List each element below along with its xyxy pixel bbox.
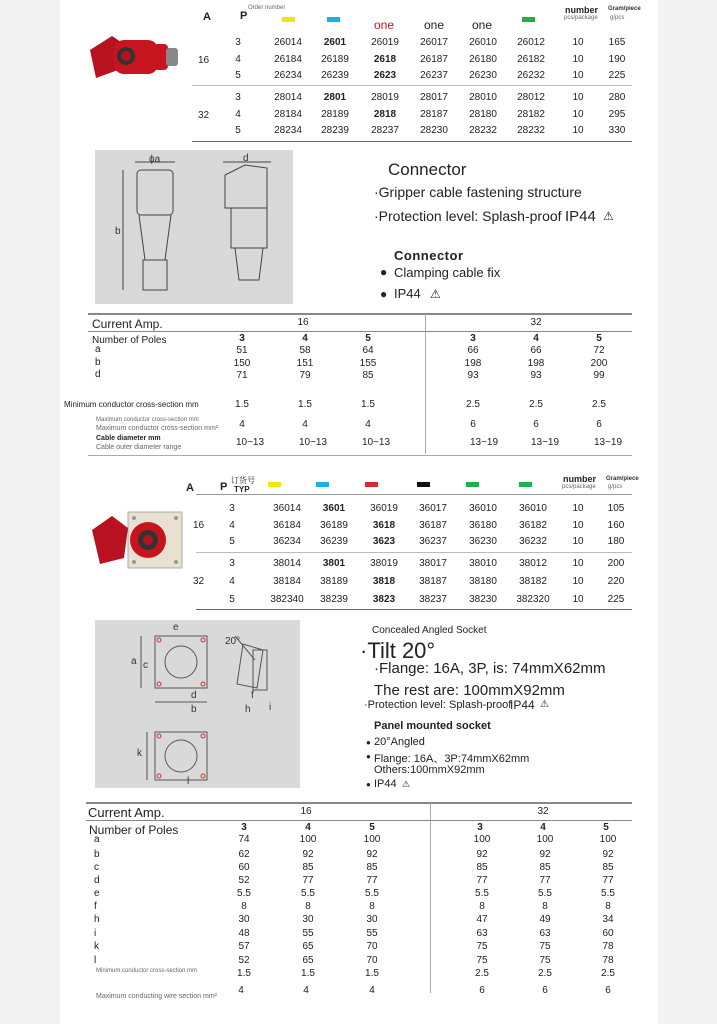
- socket-rest: The rest are: 100mmX92mm: [374, 682, 565, 699]
- connector-drawing-svg: [95, 150, 293, 304]
- dim-cell: 75: [539, 941, 551, 952]
- dim-cell: 8: [241, 901, 247, 912]
- connector-title: Connector: [388, 160, 467, 179]
- dim-cell: 92: [602, 849, 614, 860]
- dim-cell: 92: [539, 849, 551, 860]
- dim-cell: 8: [369, 901, 375, 912]
- dim-cell: 8: [605, 901, 611, 912]
- dim-row-label: d: [94, 875, 100, 886]
- amp-32-label: 32: [198, 110, 210, 121]
- dim-divider: [430, 803, 431, 993]
- socket-title: Concealed Angled Socket: [372, 625, 487, 636]
- dim-cell: 100: [363, 834, 381, 845]
- dim-cell: 5.5: [601, 888, 615, 899]
- dim-label-e: e: [173, 622, 179, 633]
- dim-cell: 85: [302, 862, 314, 873]
- dim-row-label: f: [94, 901, 97, 912]
- table-bottom-rule: [196, 609, 632, 610]
- dim-cell: 52: [238, 875, 250, 886]
- header-one-red: one: [374, 18, 395, 32]
- dim-row-label: i: [94, 928, 97, 939]
- red-color-swatch: [365, 482, 378, 487]
- dim-cell: 77: [476, 875, 488, 886]
- dim-cell: 85: [476, 862, 488, 873]
- header-pcs-package: pcs/package: [564, 15, 598, 21]
- connector-feature-1: ·Gripper cable fastening structure: [374, 184, 582, 200]
- header-poles: P: [240, 10, 248, 22]
- dim-bottom-rule: [88, 455, 632, 456]
- dim-cell: 70: [366, 941, 378, 952]
- blue-color-swatch: [327, 17, 340, 22]
- max-conductor-label-b: Maximum conductor cross-section mm²: [96, 425, 219, 432]
- socket-ip-rating: IP44: [510, 698, 535, 712]
- dim-cell: 85: [366, 862, 378, 873]
- table-bottom-rule: [192, 141, 632, 142]
- yellow-color-swatch: [282, 17, 295, 22]
- dim-cell: 85: [539, 862, 551, 873]
- warning-icon: ⚠: [430, 287, 441, 301]
- dim-label-h: h: [245, 704, 251, 715]
- dim-header-rule: [88, 331, 632, 332]
- socket-product-image: [88, 500, 188, 580]
- dim-cell: 92: [302, 849, 314, 860]
- dim-header-rule: [86, 820, 632, 821]
- socket-tilt: ·Tilt 20°: [360, 638, 436, 663]
- dim-cell: 47: [476, 914, 488, 925]
- amp-32-label: 32: [193, 576, 205, 587]
- blue-color-swatch: [316, 482, 329, 487]
- dim-cell: 70: [366, 955, 378, 966]
- dim-cell: 55: [302, 928, 314, 939]
- dim-cell: 34: [602, 914, 614, 925]
- dim-cell: 75: [539, 955, 551, 966]
- dim-label-b: b: [115, 226, 121, 237]
- dim-cell: 85: [602, 862, 614, 873]
- warning-icon: ⚠: [603, 209, 614, 223]
- dim-label-c: c: [143, 660, 148, 671]
- dim-cell: 52: [238, 955, 250, 966]
- dim-row-label: c: [94, 862, 99, 873]
- green-color-swatch: [519, 482, 532, 487]
- right-margin: [658, 0, 717, 1024]
- dim-cell: 5.5: [475, 888, 489, 899]
- socket-technical-drawing: [95, 620, 300, 788]
- socket-header-rule: [196, 494, 632, 495]
- dim-cell: 5.5: [538, 888, 552, 899]
- connector-title-2: Connector: [394, 248, 464, 263]
- green-color-swatch: [466, 482, 479, 487]
- poles-label: Number of Poles: [89, 823, 179, 837]
- dim-row-label: b: [94, 849, 100, 860]
- dim-cell: 30: [302, 914, 314, 925]
- warning-icon: ⚠: [402, 779, 411, 789]
- dim-cell: 92: [366, 849, 378, 860]
- dim-row-label: h: [94, 914, 100, 925]
- dim-cell: 77: [366, 875, 378, 886]
- dim-cell: 30: [366, 914, 378, 925]
- bullet-icon: ●: [366, 738, 371, 747]
- dim-cell: 8: [305, 901, 311, 912]
- dim-cell: 78: [602, 955, 614, 966]
- dim-label-a: ϕa: [149, 154, 161, 165]
- connector-bullet-1: Clamping cable fix: [394, 265, 501, 280]
- header-gram-piece: Gram/piece: [608, 6, 641, 12]
- header-order-number: 订货号: [231, 476, 255, 485]
- dim-cell: 5.5: [365, 888, 379, 899]
- bullet-icon: ●: [380, 287, 388, 301]
- header-number: number: [565, 5, 599, 15]
- dim-cell: 8: [479, 901, 485, 912]
- cable-diameter-label: Cable diameter mm: [96, 435, 161, 442]
- amp-32-header: 32: [530, 317, 542, 328]
- header-amp: A: [203, 11, 211, 23]
- dim-cell: 77: [302, 875, 314, 886]
- dim-cell: 57: [238, 941, 250, 952]
- dim-label-angle: 20°: [225, 636, 241, 647]
- dim-cell: 60: [602, 928, 614, 939]
- connector-ip-rating: IP44: [565, 208, 596, 225]
- bullet-icon: ●: [366, 780, 371, 789]
- socket-flange: ·Flange: 16A, 3P, is: 74mmX62mm: [374, 660, 606, 677]
- header-one-green: one: [472, 18, 493, 32]
- header-order-number: Order number: [248, 5, 286, 11]
- dim-label-k: k: [137, 748, 142, 759]
- dim-cell: 100: [536, 834, 554, 845]
- header-typ: TYP: [234, 485, 250, 494]
- dim-cell: 92: [476, 849, 488, 860]
- dim-cell: 65: [302, 955, 314, 966]
- connector-bullet-2: IP44: [394, 286, 421, 301]
- amp-16-label: 16: [193, 520, 205, 531]
- dim-cell: 100: [473, 834, 491, 845]
- dim-cell: 77: [539, 875, 551, 886]
- amp-16-header: 16: [297, 317, 309, 328]
- dim-cell: 75: [476, 941, 488, 952]
- dim-cell: 63: [539, 928, 551, 939]
- dim-cell: 60: [238, 862, 250, 873]
- dim-cell: 65: [302, 941, 314, 952]
- dim-row-label: k: [94, 941, 99, 952]
- bullet-icon: ●: [366, 752, 371, 761]
- dim-cell: 48: [238, 928, 250, 939]
- dim-cell: 63: [476, 928, 488, 939]
- max-conductor-label: Maximum conducting wire section mm²: [96, 993, 217, 1000]
- dim-cell: 30: [238, 914, 250, 925]
- dim-label-b: b: [191, 704, 197, 715]
- dim-cell: 5.5: [301, 888, 315, 899]
- dim-label-i: i: [269, 702, 272, 713]
- current-amp-label: Current Amp.: [88, 805, 165, 820]
- dim-divider: [425, 314, 426, 454]
- poles-label: Number of Poles: [92, 335, 167, 346]
- connector-technical-drawing: [95, 150, 293, 304]
- dim-cell: 62: [238, 849, 250, 860]
- dim-cell: 100: [599, 834, 617, 845]
- header-g-pcs: g/pcs: [610, 15, 625, 21]
- dim-cell: 100: [299, 834, 317, 845]
- bullet-icon: ●: [380, 265, 388, 279]
- socket-bullet-1: 20°Angled: [374, 736, 425, 748]
- max-conductor-label-a: Maximum conductor cross-section mm: [96, 417, 199, 423]
- dim-label-f: f: [251, 690, 254, 701]
- min-conductor-label: Minimum conductor cross-section mm: [64, 400, 199, 409]
- header-one-black: one: [424, 18, 445, 32]
- dim-row-label: a: [94, 834, 100, 845]
- group-divider: [192, 85, 632, 86]
- left-margin: [0, 0, 60, 1024]
- dim-label-a: a: [131, 656, 137, 667]
- amp-16-label: 16: [198, 55, 210, 66]
- socket-bullet-4: IP44: [374, 778, 397, 790]
- warning-icon: ⚠: [540, 699, 549, 710]
- dim-row-label: e: [94, 888, 100, 899]
- socket-title-2: Panel mounted socket: [374, 720, 491, 732]
- dim-cell: 5.5: [237, 888, 251, 899]
- dim-cell: 75: [476, 955, 488, 966]
- connector-product-image: [82, 30, 182, 88]
- dim-label-l: l: [187, 776, 190, 787]
- dim-top-rule: [88, 313, 632, 315]
- dim-cell: 8: [542, 901, 548, 912]
- group-divider: [196, 552, 632, 553]
- black-color-swatch: [417, 482, 430, 487]
- dim-label-d: d: [243, 153, 249, 164]
- dim-cell: 74: [238, 834, 250, 845]
- current-amp-label: Current Amp.: [92, 317, 163, 331]
- dim-top-rule: [86, 802, 632, 804]
- dim-cell: 77: [602, 875, 614, 886]
- socket-bullet-3: Others:100mmX92mm: [374, 764, 485, 776]
- dim-label-d: d: [191, 690, 197, 701]
- min-conductor-label: Minimum conductor cross-section mm: [96, 968, 198, 974]
- connector-feature-2: ·Protection level: Splash-proof: [374, 208, 562, 224]
- cable-diameter-sub: Cable outer diameter range: [96, 444, 182, 451]
- socket-bullet-2: Flange: 16A、3P:74mmX62mm: [374, 753, 530, 765]
- dim-cell: 78: [602, 941, 614, 952]
- socket-protection: ·Protection level: Splash-proof: [364, 699, 512, 711]
- yellow-color-swatch: [268, 482, 281, 487]
- green-color-swatch: [522, 17, 535, 22]
- dim-row-label: l: [94, 955, 97, 966]
- dim-cell: 49: [539, 914, 551, 925]
- dim-cell: 55: [366, 928, 378, 939]
